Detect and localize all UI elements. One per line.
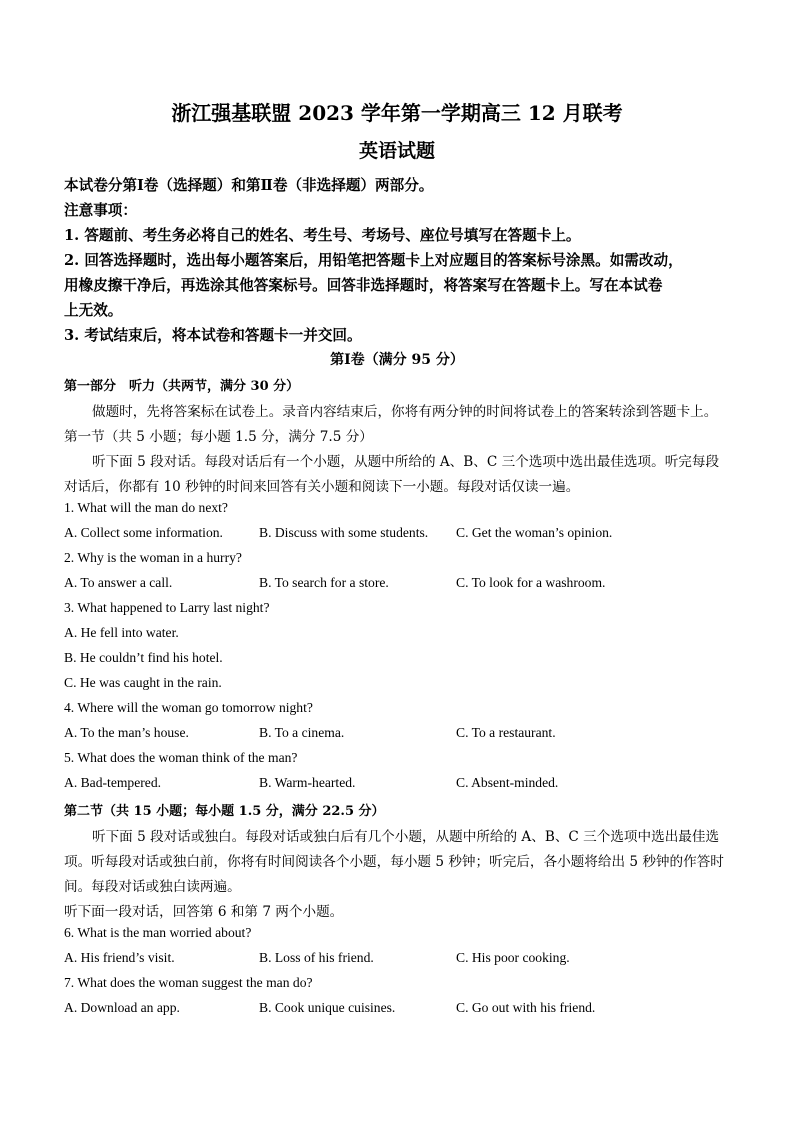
question-4-option-c: C. To a restaurant. bbox=[456, 725, 556, 740]
question-5-stem: 5. What does the woman think of the man? bbox=[64, 750, 298, 765]
question-2-option-c: C. To look for a washroom. bbox=[456, 575, 606, 590]
question-3-option-b: B. He couldn’t find his hotel. bbox=[64, 650, 223, 665]
exam-subtitle: 英语试题 bbox=[358, 140, 435, 162]
question-3-option-a: A. He fell into water. bbox=[64, 625, 179, 640]
question-2-option-b: B. To search for a store. bbox=[259, 575, 389, 590]
question-4-option-a: A. To the man’s house. bbox=[64, 725, 189, 740]
exam-title: 浙江强基联盟 2023 学年第一学期高三 12 月联考 bbox=[171, 101, 623, 125]
question-7-option-a: A. Download an app. bbox=[64, 1000, 180, 1015]
question-1-option-b: B. Discuss with some students. bbox=[259, 525, 429, 540]
section-2-instruction-line-1: 听下面 5 段对话或独白。每段对话或独白后有几个小题，从题中所给的 A、B、C 三个选项中选出最佳选 bbox=[92, 829, 720, 845]
note-3: 3. 考试结束后，将本试卷和答题卡一并交回。 bbox=[64, 327, 362, 344]
question-3-stem: 3. What happened to Larry last night? bbox=[64, 600, 270, 615]
section-2-heading: 第二节（共 15 小题；每小题 1.5 分，满分 22.5 分） bbox=[64, 804, 385, 819]
question-6-option-c: C. His poor cooking. bbox=[456, 950, 570, 965]
section-2-instruction-line-3: 间。每段对话或独白读两遍。 bbox=[64, 879, 241, 895]
part-1-heading: 第一部分 听力（共两节，满分 30 分） bbox=[64, 379, 300, 394]
part-1-instruction: 做题时，先将答案标在试卷上。录音内容结束后，你将有两分钟的时间将试卷上的答案转涂到答题卡上。 bbox=[92, 404, 718, 420]
note-1: 1. 答题前、考生务必将自己的姓名、考生号、考场号、座位号填写在答题卡上。 bbox=[64, 227, 581, 244]
question-6-option-a: A. His friend’s visit. bbox=[64, 950, 175, 965]
question-3-option-c: C. He was caught in the rain. bbox=[64, 675, 222, 690]
section-2-group-intro: 听下面一段对话，回答第 6 和第 7 两个小题。 bbox=[64, 904, 344, 920]
question-6-option-b: B. Loss of his friend. bbox=[259, 950, 374, 965]
question-7-stem: 7. What does the woman suggest the man do? bbox=[64, 975, 313, 990]
question-2-option-a: A. To answer a call. bbox=[64, 575, 173, 590]
question-7-option-b: B. Cook unique cuisines. bbox=[259, 1000, 396, 1015]
question-6-stem: 6. What is the man worried about? bbox=[64, 925, 252, 940]
question-5-option-b: B. Warm-hearted. bbox=[259, 775, 356, 790]
note-2-line-3: 上无效。 bbox=[64, 302, 123, 319]
question-5-option-a: A. Bad-tempered. bbox=[64, 775, 162, 790]
question-1-option-c: C. Get the woman’s opinion. bbox=[456, 525, 613, 540]
section-2-instruction-line-2: 项。听每段对话或独白前，你将有时间阅读各个小题，每小题 5 秒钟；听完后，各小题将给出 5 秒钟的作答时 bbox=[64, 854, 724, 870]
section-1-instruction-line-1: 听下面 5 段对话。每段对话后有一个小题，从题中所给的 A、B、C 三个选项中选出最佳选项。听完每段 bbox=[92, 454, 720, 470]
note-2-line-1: 2. 回答选择题时，选出每小题答案后，用铅笔把答题卡上对应题目的答案标号涂黑。如需改动， bbox=[64, 252, 683, 269]
exam-composition: 本试卷分第Ⅰ卷（选择题）和第Ⅱ卷（非选择题）两部分。 bbox=[64, 177, 434, 194]
question-5-option-c: C. Absent-minded. bbox=[456, 775, 559, 790]
section-1-instruction-line-2: 对话后，你都有 10 秒钟的时间来回答有关小题和阅读下一小题。每段对话仅读一遍。 bbox=[64, 479, 580, 495]
note-2-line-2: 用橡皮擦干净后，再选涂其他答案标号。回答非选择题时，将答案写在答题卡上。写在本试卷 bbox=[64, 277, 663, 294]
question-4-stem: 4. Where will the woman go tomorrow night? bbox=[64, 700, 313, 715]
question-7-option-c: C. Go out with his friend. bbox=[456, 1000, 596, 1015]
section-1-heading: 第一节（共 5 小题；每小题 1.5 分，满分 7.5 分） bbox=[64, 429, 373, 445]
question-2-stem: 2. Why is the woman in a hurry? bbox=[64, 550, 242, 565]
volume-1-heading: 第Ⅰ卷（满分 95 分） bbox=[330, 352, 464, 368]
notes-heading: 注意事项： bbox=[64, 202, 137, 219]
question-1-stem: 1. What will the man do next? bbox=[64, 500, 228, 515]
question-1-option-a: A. Collect some information. bbox=[64, 525, 223, 540]
question-4-option-b: B. To a cinema. bbox=[259, 725, 345, 740]
